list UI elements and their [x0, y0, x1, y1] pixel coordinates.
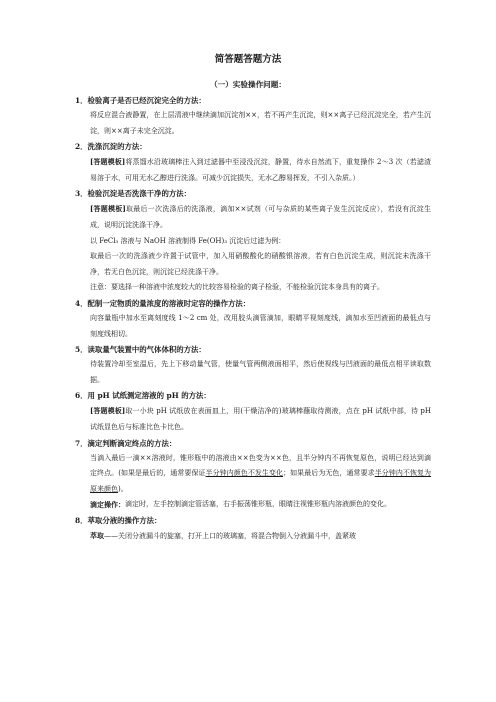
item-heading: 8．萃取分液的操作方法：: [75, 515, 162, 525]
item-3: [75, 187, 431, 296]
item-heading: 3．检验沉淀是否洗涤干净的方法：: [75, 189, 192, 199]
item-paragraph: 将反应混合液静置，在上层清液中继续滴加沉淀剂××，若不再产生沉淀，则××离子已经沉淀完全，若产生沉淀，则××离子未完全沉淀。: [90, 111, 431, 135]
answer-template-tag: [答题模板]: [90, 406, 126, 416]
item-heading: 1．检验离子是否已经沉淀完全的方法：: [75, 96, 206, 105]
item-8: [75, 514, 431, 545]
item-heading: 2．洗涤沉淀的方法：: [75, 142, 147, 152]
page-title: 简答题答题方法: [214, 54, 282, 65]
item-paragraph: 当滴入最后一滴××溶液时，锥形瓶中的溶液由××色变为××色，且半分钟内不再恢复原色，说明已经达到滴定终点。(如果是最后的，通常要保证半分钟内颜色不发生变化；如果最后为无色，通常要求半分钟内不恢复为原来颜色)。: [90, 453, 432, 493]
item-heading: 4．配制一定物质的量浓度的溶液时定容的操作方法：: [75, 298, 251, 308]
item-7: [75, 437, 431, 513]
item-1: [75, 94, 431, 139]
item-4: [75, 297, 431, 342]
item-5: [75, 343, 431, 388]
titration-text: 滴定时，左手控制滴定管活塞，右手振荡锥形瓶，眼睛注视锥形瓶内溶液颜色的变化。: [125, 500, 391, 509]
document-body: [75, 94, 431, 545]
item-6: [75, 389, 431, 435]
item-heading: 5．读取量气装置中的气体体积的方法：: [75, 345, 206, 355]
item-paragraph: [答题模板]取最后一次洗涤后的洗涤液，滴加××试剂（可与杂质的某些离子发生沉淀反应），若没有沉淀生成，说明沉淀洗涤干净。: [90, 204, 431, 229]
item-paragraph: 以 FeCl₃ 溶液与 NaOH 溶液制得 Fe(OH)₃ 沉淀后过滤为例：: [90, 236, 286, 245]
answer-template-tag: [答题模板]: [90, 157, 126, 167]
answer-template-tag: [答题模板]: [90, 204, 126, 214]
titration-operation: [90, 497, 431, 513]
item-paragraph: 取最后一次的洗涤液少许置于试管中，加入用硝酸酸化的硝酸银溶液，若有白色沉淀生成，则沉淀未洗涤干净，若无白色沉淀，则沉淀已经洗涤干净。: [90, 252, 431, 276]
item-heading: 7．滴定判断滴定终点的方法：: [75, 438, 177, 448]
item-note: 注意：要选择一种溶液中浓度较大的比较容易检验的离子检验，不能检验沉淀本身具有的离子。: [90, 283, 384, 292]
extraction-tag: 萃取: [90, 530, 104, 540]
titration-label: 滴定操作：: [90, 500, 125, 510]
item-paragraph: [答题模板]取一小块 pH 试纸放在表面皿上，用(干燥洁净的)玻璃棒蘸取待测液，点在 pH 试纸中部，待 pH 试纸显色后与标准比色卡比色。: [90, 406, 432, 431]
item-2: [75, 140, 431, 186]
item-paragraph: [答题模板]将蒸馏水沿玻璃棒注入到过滤器中至浸没沉淀，静置，待水自然流下，重复操作 2～3 次（若滤渣易溶于水，可用无水乙醇进行洗涤。可减少沉淀损失，无水乙醇易挥发，不引入杂质。）: [90, 157, 432, 182]
section-subtitle: （一）实验操作问题：: [210, 80, 286, 89]
item-paragraph: 萃取——关闭分液漏斗的旋塞，打开上口的玻璃塞，将混合物倒入分液漏斗中，盖紧玻: [90, 530, 356, 540]
item-heading: 6．用 pH 试纸测定溶液的 pH 的方法：: [75, 391, 211, 401]
item-paragraph: 向容量瓶中加水至离刻度线 1～2 cm 处，改用胶头滴管滴加，眼睛平视刻度线，滴加水至凹液面的最低点与刻度线相切。: [90, 313, 431, 338]
item-paragraph: 待装置冷却至室温后，先上下移动量气管，使量气管两侧液面相平，然后使视线与凹液面的最低点相平读取数据。: [90, 360, 431, 384]
